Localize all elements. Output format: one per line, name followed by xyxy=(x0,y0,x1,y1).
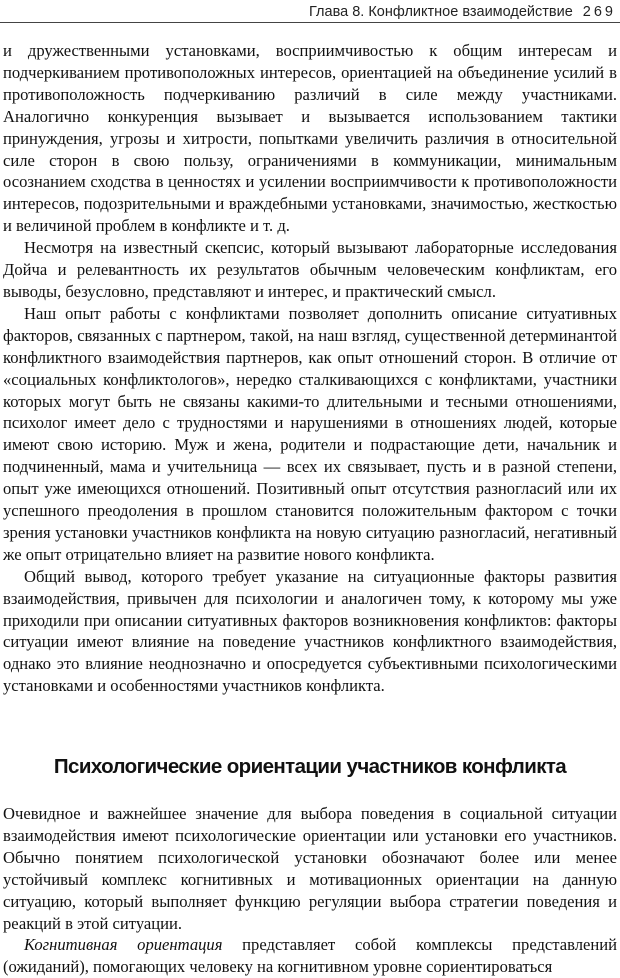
paragraph: Несмотря на известный скепсис, который вызывают лабораторные исследования Дойча и релевантность их результатов обычным человеческим конфликтам, его выводы, безусловно, представляют и интерес, и практический смысл. xyxy=(3,238,617,301)
chapter-title: Глава 8. Конфликтное взаимодействие xyxy=(309,4,573,20)
paragraph xyxy=(3,934,617,978)
italic-term: Когнитивная ориентация xyxy=(24,935,223,955)
body-text-lower xyxy=(3,803,617,978)
body-text-upper xyxy=(3,40,617,697)
header-rule xyxy=(0,22,620,23)
paragraph-text: представляет собой комплексы представлений (ожиданий), помогающих человеку на когнитивном уровне сориентироваться xyxy=(3,935,618,977)
page-number: 269 xyxy=(582,4,616,20)
paragraph: Наш опыт работы с конфликтами позволяет дополнить описание ситуативных факторов, связанных с партнером, такой, на наш взгляд, существенной детерминантой конфликтного взаимодействия партнеров, как опыт отношений сторон. В отличие от «социальных конфликтологов», нередко сталкивающихся с конфликтами, участники которых могут быть не связаны какими-то длительными и тесными отношениями, психолог имеет дело с трудностями и нарушениями в отношениях людей, которые имеют свою историю. Муж и жена, родители и подрастающие дети, начальник и подчиненный, мама и учительница — всех их связывает, пусть и в разной степени, опыт уже имеющихся отношений. Позитивный опыт отсутствия разногласий или их успешного преодоления в прошлом становится положительным фактором с точки зрения установки участников конфликта на новую ситуацию разногласий, негативный же опыт отрицательно влияет на развитие нового конфликта. xyxy=(3,303,617,564)
section-heading: Психологические ориентации участников конфликта xyxy=(53,755,567,778)
paragraph: Очевидное и важнейшее значение для выбора поведения в социальной ситуации взаимодействия имеют психологические ориентации или установки его участников. Обычно понятием психологической установки обозначают более или менее устойчивый комплекс когнитивных и мотивационных ориентации на данную ситуацию, который выполняет функцию регуляции выбора стратегии поведения и реакций в этой ситуации. xyxy=(3,804,617,933)
running-header xyxy=(309,3,616,21)
paragraph: Общий вывод, которого требует указание на ситуационные факторы развития взаимодействия, привычен для психологии и аналогичен тому, к которому мы уже приходили при описании ситуативных факторов возникновения конфликтов: факторы ситуации имеют влияние на поведение участников конфликтного взаимодействия, однако это влияние неоднозначно и опосредуется субъективными психологическими установками и особенностями участников конфликта. xyxy=(3,566,617,696)
paragraph-continued: и дружественными установками, восприимчивостью к общим интересам и подчеркиванием противоположных интересов, ориентацией на объединение усилий в противоположность подчеркиванию различий в силе между участниками. Аналогично конкуренция вызывает и вызывается использованием тактики принуждения, угрозы и хитрости, попытками увеличить различия в относительной силе сторон в свою пользу, ограничениями в коммуникации, минимальным осознанием сходства в ценностях и усилении восприимчивости к противоположности интересов, подозрительными и враждебными установками, значимостью, жесткостью и величиной проблем в конфликте и т. д. xyxy=(3,41,617,236)
